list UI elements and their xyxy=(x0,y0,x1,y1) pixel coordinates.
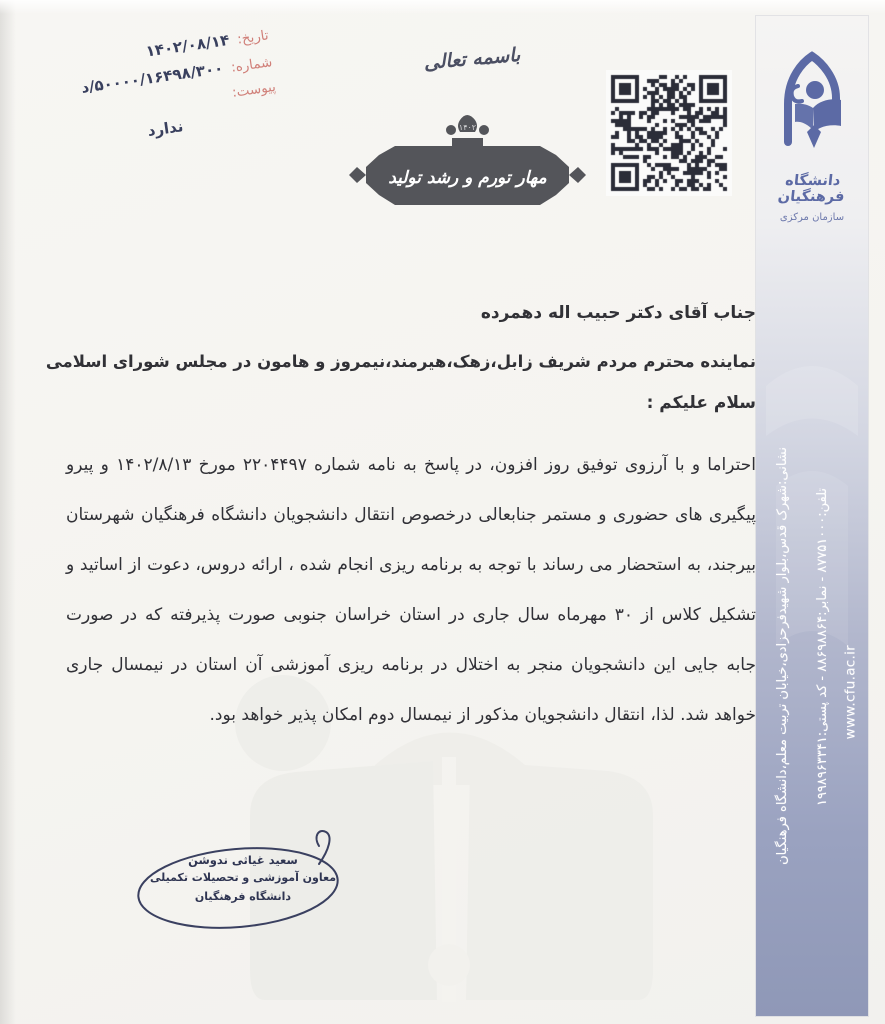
recipient-name-line: جناب آقای دکتر حبیب اله دهمرده xyxy=(480,303,756,323)
signer-org: دانشگاه فرهنگیان xyxy=(194,890,292,903)
sidebar-address: نشانی:شهرک قدس،بلوار شهیدفرحزادی،خیابان تربیت معلم،دانشگاه فرهنگیان xyxy=(775,447,790,865)
bismillah-calligraphy: باسمه تعالی xyxy=(422,43,522,75)
attachment-value: ندارد xyxy=(146,117,185,140)
number-label: شماره: xyxy=(230,54,274,76)
sidebar-website: www.cfu.ac.ir xyxy=(842,645,858,740)
university-logo-block xyxy=(756,42,868,223)
signer-title: معاون آموزشی و تحصیلات تکمیلی xyxy=(149,871,337,884)
letterhead-side-strip xyxy=(756,16,868,1016)
year-slogan-cartouche xyxy=(348,108,588,218)
body-line-3: بیرجند، به استحضار می رساند با توجه به برنامه ریزی انجام شده ، ارائه دروس، دعوت از اساتید و xyxy=(66,555,756,575)
logo-org-name: دانشگاه فرهنگیان xyxy=(776,173,846,205)
letter-meta-block xyxy=(24,25,280,155)
signature-oval-icon xyxy=(133,826,353,951)
qr-code xyxy=(606,70,732,196)
body-line-5: جابه جایی این دانشجویان منجر به اختلال در برنامه ریزی آموزشی آن استان در نیمسال جاری xyxy=(66,655,756,675)
body-line-4: تشکیل کلاس از ۳۰ مهرماه سال جاری در استان خراسان جنوبی صورت پذیرفته که در صورت xyxy=(66,605,756,625)
slogan-year: ۱۴۰۲ xyxy=(458,123,477,132)
university-logo-icon xyxy=(756,42,868,167)
body-line-6: خواهد شد. لذا، انتقال دانشجویان مذکور از نیمسال دوم امکان پذیر خواهد بود. xyxy=(209,705,756,725)
recipient-title-line: نماینده محترم مردم شریف زابل،زهک،هیرمند،نیمروز و هامون در مجلس شورای اسلامی xyxy=(45,352,756,371)
date-value: ۱۴۰۲/۰۸/۱۴ xyxy=(144,30,231,61)
scan-edge-highlight xyxy=(0,0,885,14)
body-line-1: احتراما و با آرزوی توفیق روز افزون، در پاسخ به نامه شماره ۲۲۰۴۴۹۷ مورخ ۱۴۰۲/۸/۱۳ و پیرو xyxy=(66,455,756,475)
strip-watermark-shape xyxy=(756,346,868,676)
signer-name: سعید غیاثی ندوشن xyxy=(188,853,298,867)
number-value: ۵۰۰۰۰/۱۶۴۹۸/۳۰۰/د xyxy=(80,59,225,97)
sidebar-contact: تلفن:۸۷۷۵۱۰۰۰ - نمابر:۸۸۶۹۸۸۶۴ - کد پستی:۱۹۹۸۹۶۳۳۴۱ xyxy=(815,488,830,807)
body-line-2: پیگیری های حضوری و مستمر جنابعالی درخصوص انتقال دانشجویان دانشگاه فرهنگیان شهرستان xyxy=(66,505,756,525)
scan-edge-shadow xyxy=(0,0,16,1024)
logo-org-sub: سازمان مرکزی xyxy=(779,212,845,223)
date-label: تاریخ: xyxy=(236,27,270,48)
salutation-line: سلام علیکم : xyxy=(646,393,756,413)
slogan-text: مهار تورم و رشد تولید xyxy=(388,168,547,188)
signature-stamp xyxy=(133,826,353,951)
attachment-label: پیوست: xyxy=(231,78,277,101)
